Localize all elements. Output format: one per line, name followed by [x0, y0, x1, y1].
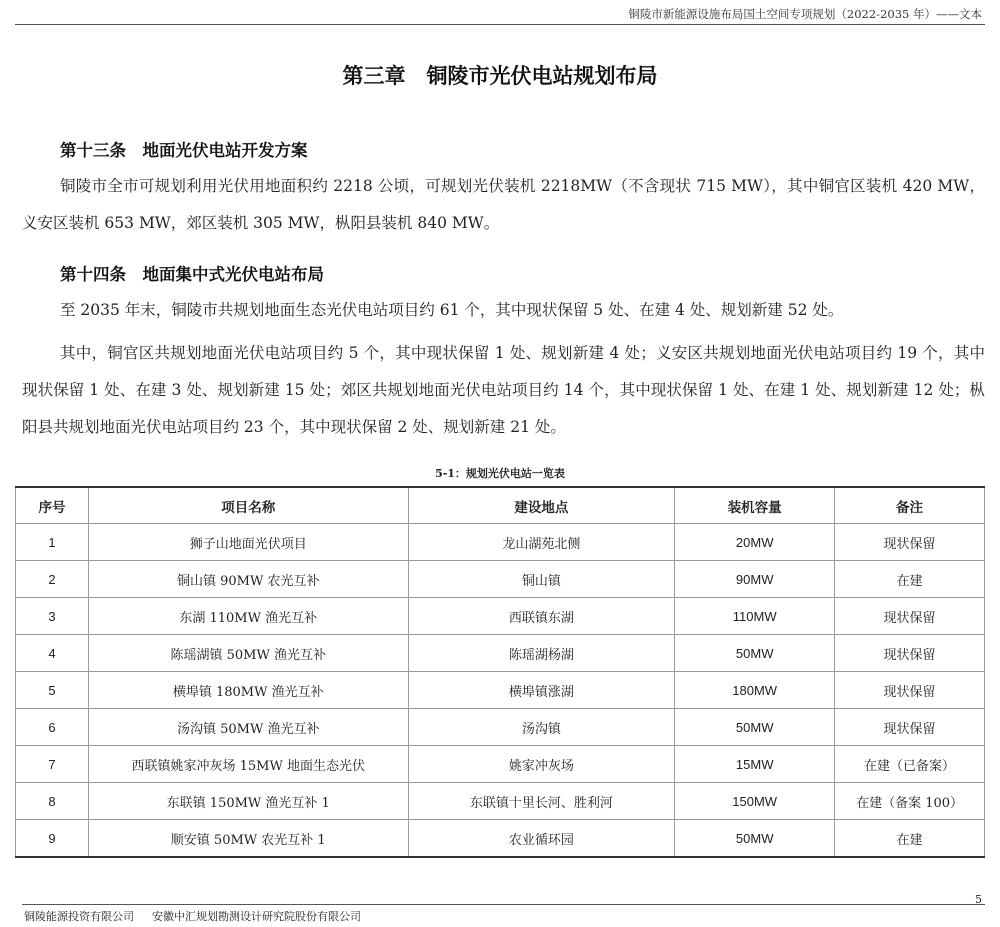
table-caption: 5-1：规划光伏电站一览表 [435, 467, 565, 480]
table-cell: 15MW [675, 746, 835, 783]
table-cell: 姚家冲灰场 [408, 746, 675, 783]
column-header: 项目名称 [88, 487, 408, 524]
table-cell: 在建（备案 100） [835, 783, 985, 820]
table-row [16, 672, 985, 709]
table-cell: 汤沟镇 [408, 709, 675, 746]
table-cell: 1 [16, 524, 89, 561]
table-cell: 150MW [675, 783, 835, 820]
table-cell: 横埠镇 180MW 渔光互补 [88, 672, 408, 709]
table-cell: 110MW [675, 598, 835, 635]
table-cell: 90MW [675, 561, 835, 598]
table-cell: 横埠镇涨湖 [408, 672, 675, 709]
column-header: 建设地点 [408, 487, 675, 524]
paragraph: 其中，铜官区共规划地面光伏电站项目约 5 个，其中现状保留 1 处、规划新建 4 处；义安区共规划地面光伏电站项目约 19 个，其中现状保留 1 处、在建 3 处、规划新建 15 处；郊区共规划地面光伏电站项目约 14 个，其中现状保留 1 处、在建 1 处、规划新建 12 处；枞阳县共规划地面光伏电站项目约 23 个，其中现状保留 2 处、规划新建 21 处。 [22, 344, 985, 436]
column-header: 备注 [835, 487, 985, 524]
paragraph: 至 2035 年末，铜陵市共规划地面生态光伏电站项目约 61 个，其中现状保留 5 处、在建 4 处、规划新建 52 处。 [60, 301, 844, 319]
table-cell: 狮子山地面光伏项目 [88, 524, 408, 561]
table-cell: 陈瑶湖镇 50MW 渔光互补 [88, 635, 408, 672]
table-cell: 东湖 110MW 渔光互补 [88, 598, 408, 635]
table-cell: 西联镇东湖 [408, 598, 675, 635]
footer-divider [22, 904, 985, 905]
table-cell: 8 [16, 783, 89, 820]
table-row [16, 820, 985, 858]
table-cell: 50MW [675, 709, 835, 746]
table-cell: 陈瑶湖杨湖 [408, 635, 675, 672]
chapter-title: 第三章 铜陵市光伏电站规划布局 [342, 64, 658, 88]
table-cell: 现状保留 [835, 709, 985, 746]
table-cell: 2 [16, 561, 89, 598]
table-row [16, 524, 985, 561]
table-row [16, 598, 985, 635]
table-cell: 铜山镇 90MW 农光互补 [88, 561, 408, 598]
table-cell: 西联镇姚家冲灰场 15MW 地面生态光伏 [88, 746, 408, 783]
footer-org: 铜陵能源投资有限公司 [24, 910, 134, 923]
table-cell: 现状保留 [835, 598, 985, 635]
page-number: 5 [975, 893, 982, 906]
footer [24, 908, 361, 924]
table-cell: 农业循环园 [408, 820, 675, 858]
header-divider [15, 24, 985, 25]
table-row [16, 709, 985, 746]
table-row [16, 561, 985, 598]
table-cell: 龙山湖苑北侧 [408, 524, 675, 561]
table-row [16, 783, 985, 820]
table-row [16, 746, 985, 783]
table-cell: 现状保留 [835, 672, 985, 709]
table-cell: 5 [16, 672, 89, 709]
table-cell: 东联镇 150MW 渔光互补 1 [88, 783, 408, 820]
table-cell: 7 [16, 746, 89, 783]
footer-org: 安徽中汇规划勘测设计研究院股份有限公司 [152, 910, 361, 923]
table-cell: 在建 [835, 561, 985, 598]
running-header: 铜陵市新能源设施布局国土空间专项规划（2022-2035 年）——文本 [628, 7, 982, 21]
station-table [15, 486, 985, 858]
table-cell: 4 [16, 635, 89, 672]
table-cell: 在建 [835, 820, 985, 858]
table-cell: 顺安镇 50MW 农光互补 1 [88, 820, 408, 858]
table-cell: 6 [16, 709, 89, 746]
table-cell: 现状保留 [835, 524, 985, 561]
column-header: 装机容量 [675, 487, 835, 524]
column-header: 序号 [16, 487, 89, 524]
table-row [16, 635, 985, 672]
table-cell: 现状保留 [835, 635, 985, 672]
table-cell: 3 [16, 598, 89, 635]
table-cell: 50MW [675, 635, 835, 672]
table-cell: 180MW [675, 672, 835, 709]
paragraph: 铜陵市全市可规划利用光伏用地面积约 2218 公顷，可规划光伏装机 2218MW（不含现状 715 MW），其中铜官区装机 420 MW，义安区装机 653 MW，郊区装机 305 MW，枞阳县装机 840 MW。 [22, 177, 985, 232]
section-heading: 第十三条 地面光伏电站开发方案 [60, 141, 308, 160]
table-cell: 20MW [675, 524, 835, 561]
table-cell: 东联镇十里长河、胜利河 [408, 783, 675, 820]
table-cell: 在建（已备案） [835, 746, 985, 783]
table-cell: 汤沟镇 50MW 渔光互补 [88, 709, 408, 746]
table-header-row [16, 487, 985, 524]
table-cell: 50MW [675, 820, 835, 858]
table-cell: 9 [16, 820, 89, 858]
section-heading: 第十四条 地面集中式光伏电站布局 [60, 265, 324, 284]
table-cell: 铜山镇 [408, 561, 675, 598]
